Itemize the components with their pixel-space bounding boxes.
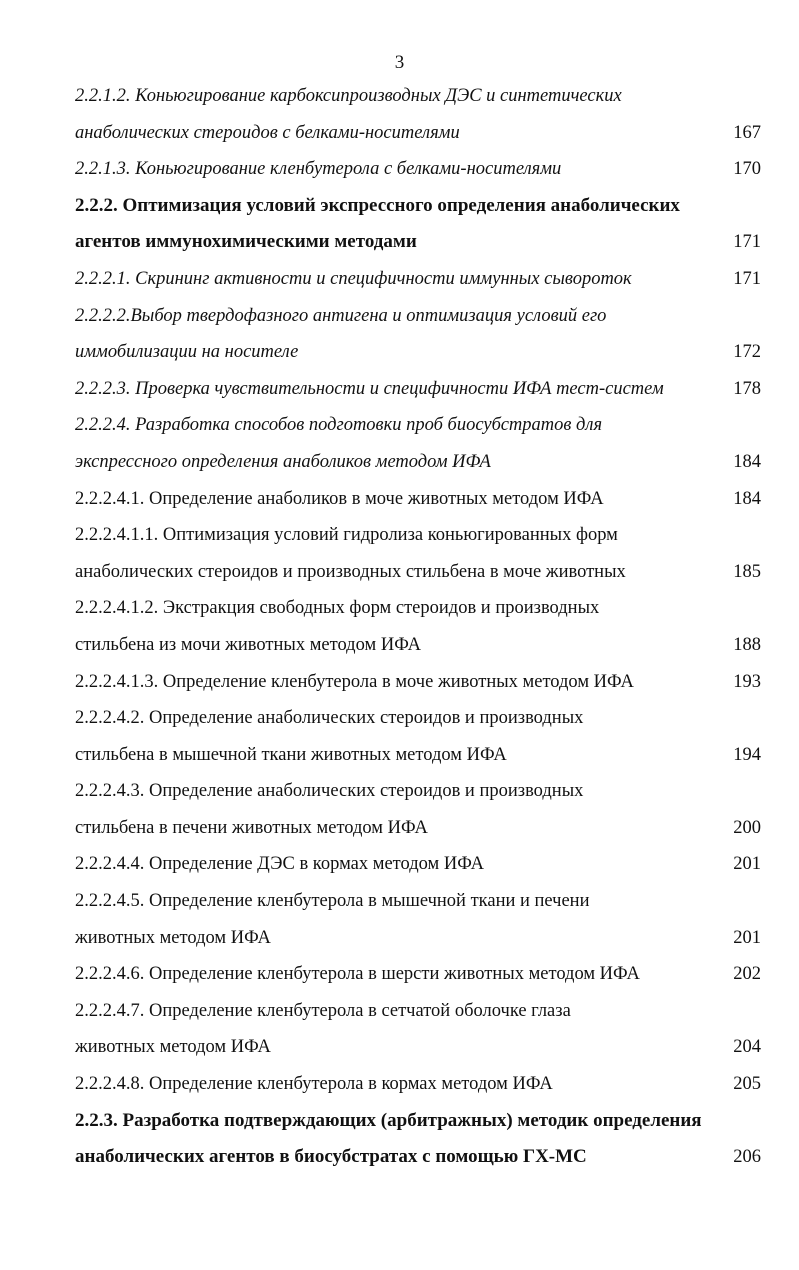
toc-entry — [75, 773, 763, 846]
toc-entry — [75, 78, 763, 151]
toc-entry-title-line: анаболических агентов в биосубстратах с помощью ГХ-МС — [75, 1146, 587, 1168]
toc-entry-title-line: стильбена в мышечной ткани животных методом ИФА — [75, 744, 507, 765]
toc-entry-title-line: 2.2.2.2.Выбор твердофазного антигена и оптимизация условий его — [75, 305, 607, 326]
toc-entry — [75, 188, 763, 261]
toc-entry-title-line: животных методом ИФА — [75, 927, 271, 948]
toc-entry-title-line: 2.2.2.4.8. Определение кленбутерола в кормах методом ИФА — [75, 1074, 553, 1095]
toc-entry — [75, 371, 763, 408]
toc-entry-title-line: 2.2.2.4.2. Определение анаболических стероидов и производных — [75, 708, 584, 729]
toc-entry-title-line: 2.2.2.4.1.1. Оптимизация условий гидролиза коньюгированных форм — [75, 525, 618, 546]
toc-entry — [75, 956, 763, 993]
toc-entry-title-line: иммобилизации на носителе — [75, 342, 299, 363]
toc-entry — [75, 298, 763, 371]
toc-entry — [75, 261, 763, 298]
toc-entry — [75, 1066, 763, 1103]
toc-entry — [75, 481, 763, 518]
toc-entry-title-line: 2.2.2.4.7. Определение кленбутерола в сетчатой оболочке глаза — [75, 1000, 571, 1021]
toc-entry-title-line: 2.2.2.4.6. Определение кленбутерола в шерсти животных методом ИФА — [75, 964, 640, 985]
toc-entry-page-number: 170 — [733, 159, 761, 180]
toc-entry-page-number: 167 — [733, 122, 761, 143]
toc-entry-page-number: 184 — [733, 451, 761, 472]
toc-entry-title-line: 2.2.2.4.5. Определение кленбутерола в мышечной ткани и печени — [75, 891, 590, 912]
toc-entry-page-number: 171 — [733, 268, 761, 289]
toc-entry-title-line: 2.2.2.1. Скрининг активности и специфичности иммунных сывороток — [75, 268, 632, 289]
toc-entry-title-line: 2.2.2.4.1.2. Экстракция свободных форм стероидов и производных — [75, 598, 600, 619]
toc-entry-title-line: анаболических стероидов с белками-носителями — [75, 122, 460, 143]
toc-entry-title-line: стильбена из мочи животных методом ИФА — [75, 634, 421, 655]
toc-entry-title-line: 2.2.1.2. Коньюгирование карбоксипроизводных ДЭС и синтетических — [75, 86, 622, 106]
toc-entry-page-number: 171 — [733, 232, 761, 253]
toc-entry-page-number: 200 — [733, 817, 761, 838]
toc-entry-title-line: 2.2.2. Оптимизация условий экспрессного определения анаболических — [75, 194, 680, 216]
toc-entry — [75, 407, 763, 480]
toc-entry-title-line: 2.2.1.3. Коньюгирование кленбутерола с белками-носителями — [75, 159, 562, 180]
toc-entry-page-number: 202 — [733, 964, 761, 985]
toc-entry — [75, 517, 763, 590]
toc-entry-page-number: 178 — [733, 378, 761, 399]
toc-entry-title-line: животных методом ИФА — [75, 1037, 271, 1058]
toc-entry-title-line: 2.2.2.3. Проверка чувствительности и специфичности ИФА тест-систем — [75, 378, 664, 399]
toc-entry-page-number: 172 — [733, 342, 761, 363]
toc-entry — [75, 883, 763, 956]
toc-entry-title-line: экспрессного определения анаболиков методом ИФА — [75, 451, 491, 472]
toc-entry — [75, 590, 763, 663]
toc-entry-page-number: 188 — [733, 634, 761, 655]
toc-entry-page-number: 204 — [733, 1037, 761, 1058]
toc-entry-title-line: стильбена в печени животных методом ИФА — [75, 817, 428, 838]
toc-entry — [75, 1103, 763, 1176]
toc-entry-title-line: 2.2.2.4.4. Определение ДЭС в кормах методом ИФА — [75, 854, 485, 875]
toc-entry-page-number: 185 — [733, 561, 761, 582]
toc-entry-page-number: 184 — [733, 488, 761, 509]
toc-entry — [75, 700, 763, 773]
toc-entry — [75, 664, 763, 701]
toc-entry — [75, 846, 763, 883]
toc-entry-page-number: 193 — [733, 671, 761, 692]
toc-entry-title-line: 2.2.2.4. Разработка способов подготовки проб биосубстратов для — [75, 415, 603, 436]
toc-entry-title-line: агентов иммунохимическими методами — [75, 231, 417, 253]
toc-entry-page-number: 201 — [733, 927, 761, 948]
toc-entry-page-number: 194 — [733, 744, 761, 765]
toc-entry-page-number: 205 — [733, 1074, 761, 1095]
toc-entry — [75, 151, 763, 188]
toc-entry-page-number: 201 — [733, 854, 761, 875]
toc-entry-title-line: 2.2.2.4.1. Определение анаболиков в моче животных методом ИФА — [75, 488, 604, 509]
page-number: 3 — [394, 52, 405, 73]
toc-entry-title-line: 2.2.2.4.3. Определение анаболических стероидов и производных — [75, 781, 584, 802]
toc-entry-title-line: 2.2.2.4.1.3. Определение кленбутерола в моче животных методом ИФА — [75, 671, 634, 692]
toc-entry-page-number: 206 — [733, 1147, 761, 1168]
toc-entry-title-line: анаболических стероидов и производных стильбена в моче животных — [75, 561, 626, 582]
toc-entry-title-line: 2.2.3. Разработка подтверждающих (арбитражных) методик определения — [75, 1109, 702, 1131]
table-of-contents — [75, 78, 763, 1176]
toc-entry — [75, 993, 763, 1066]
